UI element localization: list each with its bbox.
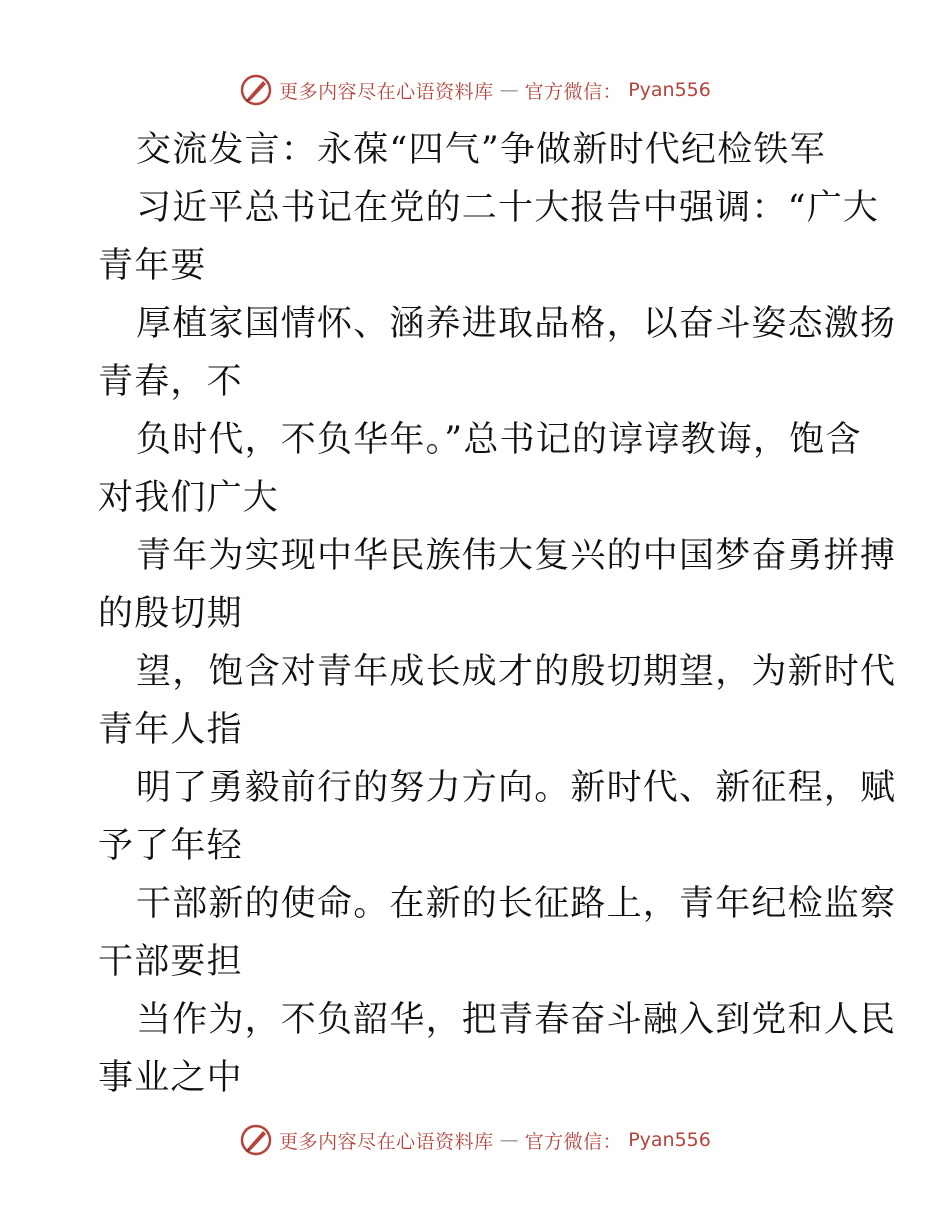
paragraph-line: 青年要 xyxy=(98,246,207,286)
paragraph-line: 习近平总书记在党的二十大报告中强调：“广大 xyxy=(136,188,880,228)
watermark-main-text: 更多内容尽在心语资料库 xyxy=(279,80,494,103)
paragraph-line: 厚植家国情怀、涵养进取品格，以奋斗姿态激扬 xyxy=(136,304,897,344)
paragraph-line: 当作为，不负韶华，把青春奋斗融入到党和人民 xyxy=(136,1000,897,1040)
watermark-wechat-id: Pyan556 xyxy=(628,1129,711,1151)
footer-watermark xyxy=(0,1122,950,1158)
document-title: 交流发言：永葆“四气”争做新时代纪检铁军 xyxy=(136,130,826,170)
watermark-dash: — xyxy=(499,1129,519,1151)
paragraph-line: 明了勇毅前行的努力方向。新时代、新征程，赋 xyxy=(136,768,897,808)
paragraph-line: 负时代，不负华年。”总书记的谆谆教诲，饱含 xyxy=(136,420,862,460)
paragraph-line: 青年人指 xyxy=(98,710,243,750)
paragraph-line: 干部新的使命。在新的长征路上，青年纪检监察 xyxy=(136,884,897,924)
paragraph-line: 望，饱含对青年成长成才的殷切期望，为新时代 xyxy=(136,652,897,692)
paragraph-line: 青春，不 xyxy=(98,362,243,402)
watermark-wechat-label: 官方微信： xyxy=(524,80,623,103)
watermark-wechat-id: Pyan556 xyxy=(628,79,711,101)
paragraph-line: 对我们广大 xyxy=(98,478,280,518)
paragraph-line: 的殷切期 xyxy=(98,594,243,634)
paragraph-line: 青年为实现中华民族伟大复兴的中国梦奋勇拼搏 xyxy=(136,536,897,576)
watermark-main-text: 更多内容尽在心语资料库 xyxy=(279,1130,494,1153)
paragraph-line: 事业之中 xyxy=(98,1058,243,1098)
watermark-wechat-label: 官方微信： xyxy=(524,1130,623,1153)
watermark-dash: — xyxy=(499,79,519,101)
paragraph-line: 予了年轻 xyxy=(98,826,243,866)
paragraph-line: 干部要担 xyxy=(98,942,243,982)
quill-logo-icon xyxy=(239,1123,273,1157)
